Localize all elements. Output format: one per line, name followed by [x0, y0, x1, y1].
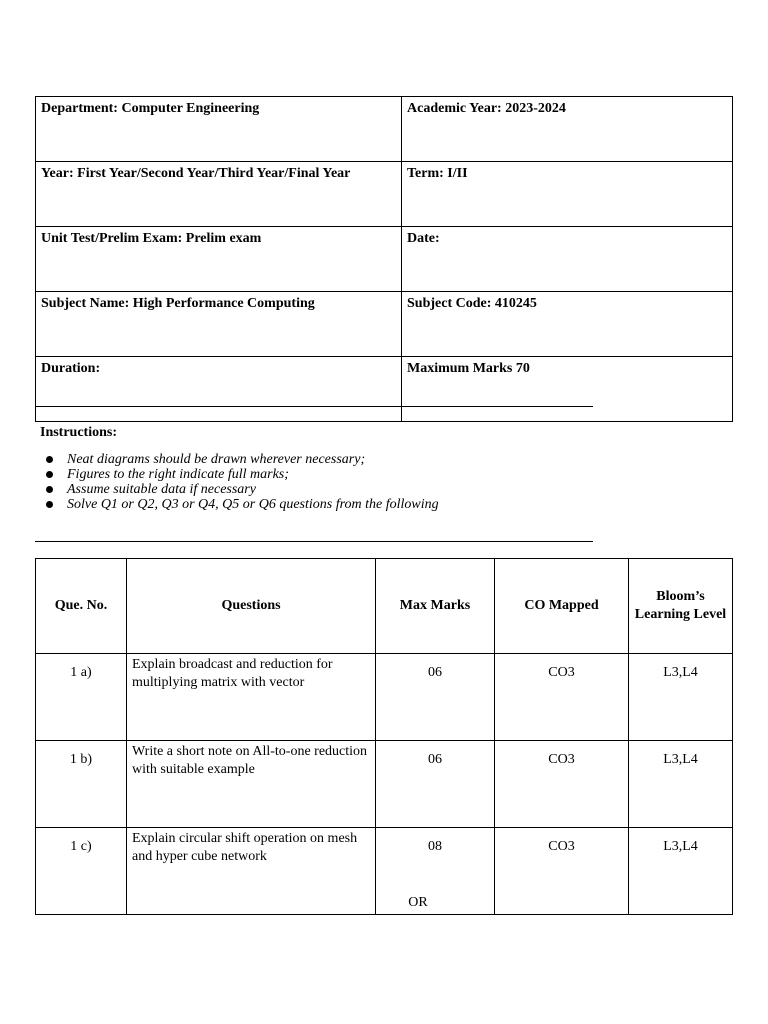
question-text: Explain broadcast and reduction for multiplying matrix with vector [127, 654, 376, 741]
question-text: Write a short note on All-to-one reduction with suitable example [127, 741, 376, 828]
separator-line [35, 541, 593, 542]
question-marks: 06 [376, 654, 495, 741]
academic-year-cell: Academic Year: 2023-2024 [402, 97, 733, 162]
header-co-mapped: CO Mapped [495, 559, 629, 654]
header-questions: Questions [127, 559, 376, 654]
question-number: 1 c) [36, 828, 127, 915]
table-header-row [36, 559, 733, 654]
question-number: 1 a) [36, 654, 127, 741]
question-level: L3,L4 [629, 828, 733, 915]
instructions-title: Instructions: [40, 425, 118, 440]
question-text: Explain circular shift operation on mesh and hyper cube network [127, 828, 376, 915]
instruction-item [46, 467, 439, 482]
question-co: CO3 [495, 741, 629, 828]
exam-type-cell: Unit Test/Prelim Exam: Prelim exam [36, 227, 402, 292]
instructions-list [46, 452, 439, 512]
separator-line [35, 406, 593, 407]
department-cell: Department: Computer Engineering [36, 97, 402, 162]
year-cell: Year: First Year/Second Year/Third Year/Final Year [36, 162, 402, 227]
question-marks: 06 [376, 741, 495, 828]
questions-table [35, 558, 733, 915]
max-marks-cell: Maximum Marks 70 [402, 357, 733, 422]
header-que-no: Que. No. [36, 559, 127, 654]
question-level: L3,L4 [629, 741, 733, 828]
instruction-item [46, 497, 439, 512]
question-co: CO3 [495, 828, 629, 915]
bullet-icon [46, 456, 53, 463]
info-row [36, 292, 733, 357]
table-row [36, 654, 733, 741]
header-max-marks: Max Marks [376, 559, 495, 654]
instruction-text: Figures to the right indicate full marks; [67, 467, 289, 482]
duration-cell: Duration: [36, 357, 402, 422]
info-row [36, 162, 733, 227]
header-blooms-level: Bloom’s Learning Level [629, 559, 733, 654]
question-level: L3,L4 [629, 654, 733, 741]
question-marks: 08 [376, 828, 495, 915]
date-cell: Date: [402, 227, 733, 292]
instruction-item [46, 452, 439, 467]
subject-code-cell: Subject Code: 410245 [402, 292, 733, 357]
info-row [36, 227, 733, 292]
instruction-text: Assume suitable data if necessary [67, 482, 256, 497]
subject-name-cell: Subject Name: High Performance Computing [36, 292, 402, 357]
instruction-text: Solve Q1 or Q2, Q3 or Q4, Q5 or Q6 questions from the following [67, 497, 439, 512]
instruction-text: Neat diagrams should be drawn wherever necessary; [67, 452, 366, 467]
info-row [36, 357, 733, 422]
question-number: 1 b) [36, 741, 127, 828]
or-separator-text: OR [408, 895, 428, 910]
exam-info-table [35, 96, 733, 422]
bullet-icon [46, 471, 53, 478]
bullet-icon [46, 486, 53, 493]
table-row [36, 741, 733, 828]
info-row [36, 97, 733, 162]
bullet-icon [46, 501, 53, 508]
instruction-item [46, 482, 439, 497]
question-co: CO3 [495, 654, 629, 741]
term-cell: Term: I/II [402, 162, 733, 227]
